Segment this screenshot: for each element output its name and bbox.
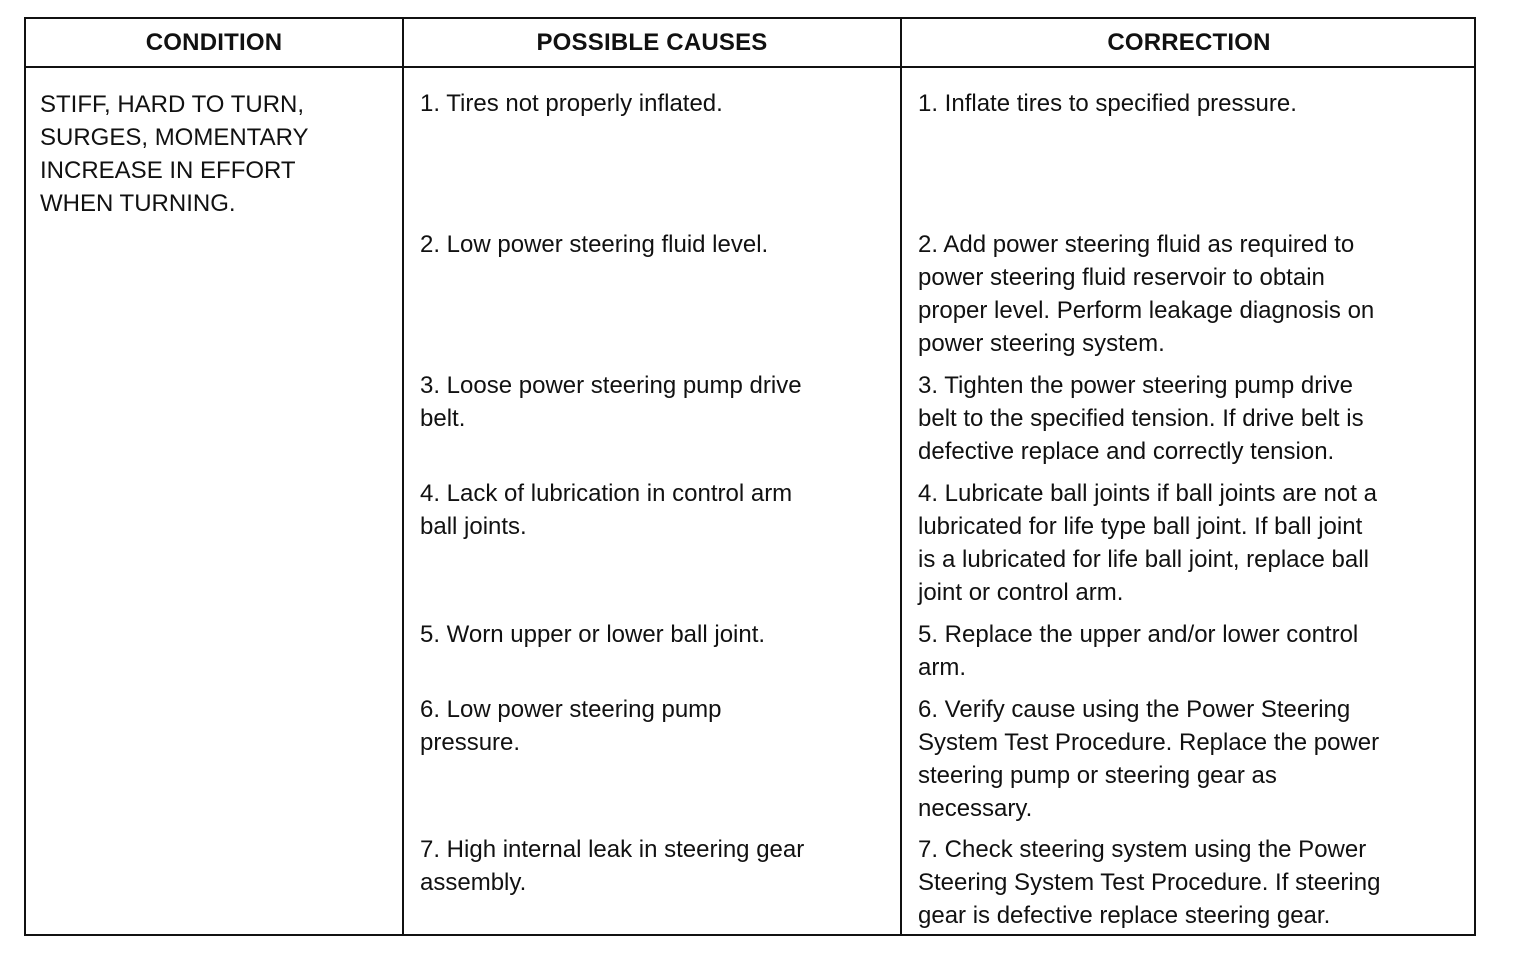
correction-line: 2. Add power steering fluid as required to [918,231,1355,258]
cause-line: 3. Loose power steering pump drive [420,372,802,399]
correction-cell-6 [918,693,1379,825]
correction-line: Steering System Test Procedure. If steering [918,869,1381,896]
correction-cell-4 [918,477,1377,609]
cause-line: 2. Low power steering fluid level. [420,231,769,258]
correction-line: 7. Check steering system using the Power [918,836,1367,863]
correction-line: power steering system. [918,330,1165,357]
correction-cell-7 [918,833,1380,932]
cause-cell-2 [420,228,768,261]
cause-line: ball joints. [420,513,527,540]
cause-cell-7 [420,833,804,899]
cause-line: pressure. [420,729,521,756]
cause-line: 5. Worn upper or lower ball joint. [420,621,766,648]
correction-line: 6. Verify cause using the Power Steering [918,696,1351,723]
correction-line: necessary. [918,795,1033,822]
condition-line: WHEN TURNING. [40,190,236,217]
correction-line: joint or control arm. [918,579,1124,606]
cause-cell-1 [420,87,723,120]
diagnosis-table [24,17,1476,936]
correction-line: gear is defective replace steering gear. [918,902,1331,929]
condition-cell [40,88,308,220]
condition-line: STIFF, HARD TO TURN, [40,91,305,118]
cause-line: 6. Low power steering pump [420,696,722,723]
cause-line: assembly. [420,869,527,896]
cause-cell-6 [420,693,722,759]
correction-cell-1 [918,87,1297,120]
cause-line: belt. [420,405,466,432]
cause-line: 7. High internal leak in steering gear [420,836,805,863]
correction-line: is a lubricated for life ball joint, replace ball [918,546,1369,573]
condition-line: SURGES, MOMENTARY [40,124,309,151]
correction-line: System Test Procedure. Replace the power [918,729,1380,756]
cause-line: 4. Lack of lubrication in control arm [420,480,793,507]
column-divider-2 [900,19,902,934]
correction-line: 4. Lubricate ball joints if ball joints are not a [918,480,1377,507]
column-divider-1 [402,19,404,934]
header-possible-causes: POSSIBLE CAUSES [536,29,768,56]
correction-line: power steering fluid reservoir to obtain [918,264,1325,291]
condition-line: INCREASE IN EFFORT [40,157,296,184]
cause-line: 1. Tires not properly inflated. [420,90,723,117]
header-correction: CORRECTION [1107,29,1271,56]
correction-line: belt to the specified tension. If drive belt is [918,405,1364,432]
cause-cell-5 [420,618,765,651]
correction-line: proper level. Perform leakage diagnosis on [918,297,1375,324]
correction-line: steering pump or steering gear as [918,762,1277,789]
correction-line: 3. Tighten the power steering pump drive [918,372,1353,399]
correction-line: 1. Inflate tires to specified pressure. [918,90,1297,117]
correction-cell-5 [918,618,1358,684]
correction-line: arm. [918,654,966,681]
header-condition: CONDITION [145,29,283,56]
correction-line: 5. Replace the upper and/or lower control [918,621,1359,648]
correction-cell-2 [918,228,1374,360]
cause-cell-3 [420,369,802,435]
correction-line: defective replace and correctly tension. [918,438,1335,465]
correction-cell-3 [918,369,1364,468]
cause-cell-4 [420,477,792,543]
correction-line: lubricated for life type ball joint. If ball joint [918,513,1363,540]
